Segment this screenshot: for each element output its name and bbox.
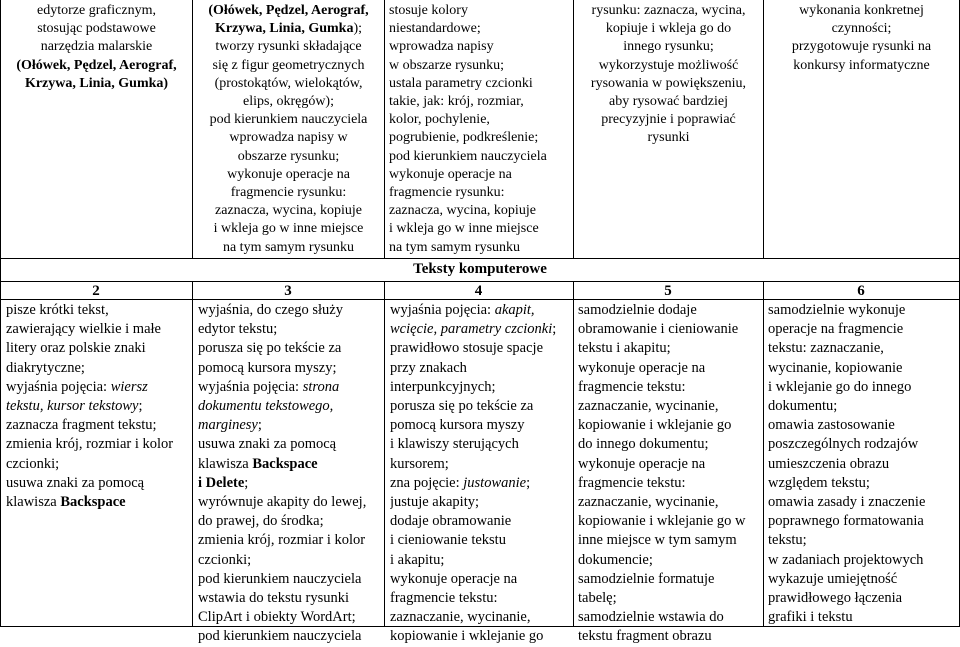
text-line <box>578 359 762 378</box>
grade-6-text-cell <box>768 301 958 627</box>
text-line <box>194 202 383 220</box>
text-line <box>389 2 572 20</box>
text-run: zmienia krój, rozmiar i kolor <box>6 436 174 453</box>
text-run: wstawia do tekstu rysunki <box>198 590 350 607</box>
text-run: stosując podstawowe <box>37 21 156 37</box>
text-line <box>390 301 572 320</box>
text-line <box>194 75 383 93</box>
text-run: poszczególnych rodzajów <box>768 436 919 453</box>
text-run: rysunki <box>647 130 690 146</box>
text-run: dokumencie; <box>578 551 653 568</box>
text-run: tekstu; <box>768 532 807 549</box>
row-divider <box>0 281 960 282</box>
text-run: pomocą kursora myszy; <box>198 359 337 376</box>
text-run: pod kierunkiem nauczyciela <box>209 112 368 128</box>
text-line <box>198 455 383 474</box>
text-line <box>194 184 383 202</box>
text-run: ); <box>353 21 363 37</box>
text-line <box>768 589 958 608</box>
text-run: fragmencie tekstu: <box>390 590 498 607</box>
text-line <box>6 320 191 339</box>
text-line <box>578 493 762 512</box>
text-run: wprowadza napisy w <box>229 130 348 146</box>
italic-text: wiersz <box>110 378 148 395</box>
bold-text: (Ołówek, Pędzel, Aerograf, <box>16 57 177 73</box>
text-line <box>390 627 572 646</box>
text-line <box>198 589 383 608</box>
text-line <box>198 416 383 435</box>
text-line <box>194 239 383 257</box>
text-line <box>765 2 958 20</box>
text-run: kopiowanie i wklejanie go <box>390 628 544 645</box>
text-line <box>194 111 383 129</box>
text-run: ; <box>138 398 143 415</box>
text-line <box>389 93 572 111</box>
text-run: na tym samym rysunku <box>389 239 521 255</box>
text-run: tekstu: zaznaczanie, <box>768 340 884 357</box>
text-run: aby rysować bardziej <box>609 94 728 110</box>
text-run: czcionki; <box>198 551 252 568</box>
column-divider <box>384 0 385 258</box>
text-line <box>198 493 383 512</box>
text-line <box>578 435 762 454</box>
text-line <box>575 111 762 129</box>
grade-2-graphics-cell <box>2 2 191 93</box>
text-run: zaznacza, wycina, kopiuje <box>215 203 362 219</box>
text-line <box>768 608 958 627</box>
text-line <box>198 474 383 493</box>
text-line <box>765 38 958 56</box>
text-run: edytorze graficznym, <box>37 3 156 18</box>
text-line <box>578 339 762 358</box>
text-run: obramowanie i cieniowanie <box>578 321 739 338</box>
text-run: precyzyjnie i poprawiać <box>601 112 736 128</box>
text-line <box>390 435 572 454</box>
text-line <box>389 20 572 38</box>
section-title: Teksty komputerowe <box>413 261 547 277</box>
text-line <box>578 608 762 627</box>
text-run: wykonuje operacje na <box>390 570 518 587</box>
text-run: pod kierunkiem nauczyciela <box>198 570 362 587</box>
text-run: fragmencie rysunku: <box>230 185 347 201</box>
italic-text: dokumentu tekstowego, <box>198 398 334 415</box>
text-run: porusza się po tekście za <box>390 398 534 415</box>
text-line <box>765 20 958 38</box>
grade-5-text-cell <box>578 301 762 647</box>
text-line <box>6 474 191 493</box>
text-line <box>390 493 572 512</box>
text-run: takie, jak: krój, rozmiar, <box>389 94 524 110</box>
text-run: zaznaczanie, wycinanie, <box>578 494 719 511</box>
grade-4-graphics-cell <box>389 2 572 257</box>
text-run: niestandardowe; <box>389 21 481 37</box>
text-line <box>390 551 572 570</box>
text-line <box>389 239 572 257</box>
text-line <box>390 474 572 493</box>
text-line <box>578 570 762 589</box>
text-run: tworzy rysunki składające <box>215 39 362 55</box>
text-run: usuwa znaki za pomocą <box>6 474 145 491</box>
text-line <box>6 455 191 474</box>
text-run: wyrównuje akapity do lewej, <box>198 494 367 511</box>
text-line <box>198 301 383 320</box>
text-line <box>768 359 958 378</box>
text-line <box>578 512 762 531</box>
text-run: wprowadza napisy <box>389 39 494 55</box>
text-line <box>768 378 958 397</box>
text-line <box>6 378 191 397</box>
text-run: tabelę; <box>578 590 617 607</box>
text-line <box>198 320 383 339</box>
text-run: obszarze rysunku; <box>237 148 340 164</box>
text-line <box>390 512 572 531</box>
text-run: operacje na fragmencie <box>768 321 904 338</box>
text-run: porusza się po tekście za <box>198 340 342 357</box>
grade-5-graphics-cell <box>575 2 762 148</box>
text-line <box>575 20 762 38</box>
text-run: zaznacza fragment tekstu; <box>6 417 157 434</box>
italic-text: akapit, <box>494 302 535 318</box>
text-line <box>575 93 762 111</box>
text-run: stosuje kolory <box>389 3 468 18</box>
text-run: umieszczenia obrazu <box>768 455 890 472</box>
text-line <box>390 397 572 416</box>
text-run: wyjaśnia pojęcia: <box>6 378 111 395</box>
text-run: kopiowanie i wklejanie go <box>578 417 732 434</box>
text-run: zna pojęcie: <box>390 474 464 491</box>
column-divider <box>573 0 574 258</box>
text-run: zaznaczanie, wycinanie, <box>390 609 531 626</box>
text-run: pogrubienie, podkreślenie; <box>389 130 539 146</box>
text-line <box>194 38 383 56</box>
text-run: zaznacza, wycina, kopiuje <box>389 203 536 219</box>
text-run: fragmencie tekstu: <box>578 378 686 395</box>
text-run: dodaje obramowanie <box>390 513 512 530</box>
text-line <box>390 416 572 435</box>
text-line <box>389 220 572 238</box>
text-line <box>2 2 191 20</box>
text-run: ClipArt i obiekty WordArt; <box>198 609 356 626</box>
text-line <box>6 359 191 378</box>
text-line <box>578 551 762 570</box>
text-line <box>390 320 572 339</box>
text-run: kursorem; <box>390 455 449 472</box>
text-run: edytor tekstu; <box>198 321 278 338</box>
text-line <box>194 129 383 147</box>
text-run: i wkleja go w inne miejsce <box>389 221 539 237</box>
text-line <box>575 57 762 75</box>
text-run: wykonuje operacje na <box>389 166 512 182</box>
text-run: fragmencie tekstu: <box>578 474 686 491</box>
text-run: rysunku: zaznacza, wycina, <box>591 3 746 18</box>
text-line <box>389 166 572 184</box>
text-run: wykonania konkretnej <box>799 3 924 18</box>
text-line <box>575 75 762 93</box>
italic-text: marginesy <box>198 417 258 434</box>
text-line <box>194 2 383 20</box>
text-line <box>198 627 383 646</box>
text-run: wycinanie, kopiowanie <box>768 359 903 376</box>
text-run: ; <box>552 321 557 338</box>
text-run: wykorzystuje możliwość <box>598 57 739 73</box>
grade-4-text-cell <box>390 301 572 647</box>
text-line <box>2 38 191 56</box>
text-run: wykonuje operacje na <box>227 166 350 182</box>
text-line <box>768 455 958 474</box>
text-run: pomocą kursora myszy <box>390 417 525 434</box>
text-line <box>198 551 383 570</box>
text-run: ; <box>526 474 531 491</box>
text-line <box>578 455 762 474</box>
text-run: rysowania w powiększeniu, <box>590 75 747 91</box>
text-run: się z figur geometrycznych <box>212 57 365 73</box>
text-line <box>768 474 958 493</box>
text-run: i akapitu; <box>390 551 445 568</box>
text-line <box>390 570 572 589</box>
column-number: 4 <box>474 283 483 299</box>
text-line <box>390 531 572 550</box>
text-line <box>768 493 958 512</box>
text-line <box>389 57 572 75</box>
text-line <box>198 359 383 378</box>
grade-6-graphics-cell <box>765 2 958 75</box>
text-line <box>389 148 572 166</box>
text-run: interpunkcyjnych; <box>390 378 496 395</box>
grade-2-text-cell <box>6 301 191 512</box>
text-run: kopiowanie i wklejanie go w <box>578 513 746 530</box>
text-run: czcionki; <box>6 455 60 472</box>
text-line <box>2 57 191 75</box>
text-line <box>389 75 572 93</box>
text-line <box>389 202 572 220</box>
text-run: klawisza <box>198 455 253 472</box>
text-run: i cieniowanie tekstu <box>390 532 506 549</box>
text-run: fragmencie rysunku: <box>389 185 505 201</box>
text-run: samodzielnie formatuje <box>578 570 715 587</box>
text-line <box>768 435 958 454</box>
text-run: kopiuje i wkleja go do <box>605 21 732 37</box>
text-line <box>578 531 762 550</box>
bold-text: Krzywa, Linia, Gumka) <box>24 75 169 91</box>
column-number: 3 <box>284 283 292 299</box>
text-line <box>198 512 383 531</box>
table-border-left <box>0 0 1 627</box>
text-run: elips, okręgów); <box>243 94 334 110</box>
column-divider <box>384 281 385 627</box>
text-run: przygotowuje rysunki na <box>791 39 932 55</box>
column-divider <box>763 281 764 627</box>
text-line <box>578 589 762 608</box>
text-run: ustala parametry czcionki <box>389 75 533 91</box>
text-line <box>6 397 191 416</box>
text-line <box>390 455 572 474</box>
text-run: w zadaniach projektowych <box>768 551 924 568</box>
text-line <box>6 339 191 358</box>
text-run: prawidłowo stosuje spacje <box>390 340 544 357</box>
text-line <box>768 339 958 358</box>
text-run: do innego dokumentu; <box>578 436 709 453</box>
text-run: na tym samym rysunku <box>222 239 355 255</box>
text-run: w obszarze rysunku; <box>389 57 505 73</box>
text-line <box>578 301 762 320</box>
text-run: prawidłowego łączenia <box>768 590 903 607</box>
text-run: i wkleja go w inne miejsce <box>213 221 364 237</box>
column-number: 2 <box>92 283 100 299</box>
text-run: i klawiszy sterujących <box>390 436 519 453</box>
bold-text: i Delete <box>198 474 245 491</box>
text-line <box>198 570 383 589</box>
text-run: omawia zasady i znaczenie <box>768 494 926 511</box>
text-line <box>768 397 958 416</box>
text-line <box>768 301 958 320</box>
text-line <box>6 416 191 435</box>
text-line <box>194 220 383 238</box>
text-run: poprawnego formatowania <box>768 513 924 530</box>
text-run: inne miejsce w tym samym <box>578 532 737 549</box>
text-line <box>194 20 383 38</box>
text-run: litery oraz polskie znaki <box>6 340 146 357</box>
text-run: tekstu fragment obrazu <box>578 628 712 645</box>
text-run: pisze krótki tekst, <box>6 302 109 318</box>
text-line <box>198 397 383 416</box>
text-run: pod kierunkiem nauczyciela <box>198 628 362 645</box>
text-line <box>768 320 958 339</box>
text-run: czynności; <box>831 21 892 37</box>
text-run: omawia zastosowanie <box>768 417 895 434</box>
text-line <box>389 111 572 129</box>
text-line <box>390 589 572 608</box>
text-line <box>768 416 958 435</box>
text-run: samodzielnie wykonuje <box>768 302 906 318</box>
text-run: wyjaśnia, do czego służy <box>198 302 343 318</box>
text-line <box>768 570 958 589</box>
text-run: przy znakach <box>390 359 467 376</box>
text-run: narzędzia malarskie <box>40 39 153 55</box>
text-line <box>578 474 762 493</box>
text-line <box>194 57 383 75</box>
italic-text: strona <box>302 378 340 395</box>
text-run: samodzielnie wstawia do <box>578 609 724 626</box>
text-line <box>389 184 572 202</box>
text-line <box>768 551 958 570</box>
text-line <box>390 378 572 397</box>
text-line <box>389 38 572 56</box>
text-line <box>194 166 383 184</box>
italic-text: justowanie <box>463 474 527 491</box>
text-line <box>765 57 958 75</box>
text-line <box>6 301 191 320</box>
text-run: wykazuje umiejętność <box>768 570 898 587</box>
text-line <box>389 129 572 147</box>
text-line <box>578 320 762 339</box>
text-line <box>768 531 958 550</box>
text-run: dokumentu; <box>768 398 838 415</box>
grade-3-graphics-cell <box>194 2 383 257</box>
text-line <box>578 378 762 397</box>
text-line <box>194 148 383 166</box>
text-run: ; <box>257 417 262 434</box>
text-run: i wklejanie go do innego <box>768 378 912 395</box>
text-line <box>390 339 572 358</box>
text-line <box>390 608 572 627</box>
bold-text: Krzywa, Linia, Gumka <box>214 21 354 37</box>
text-run: grafiki i tekstu <box>768 609 853 626</box>
text-line <box>575 2 762 20</box>
text-run: pod kierunkiem nauczyciela <box>389 148 547 164</box>
bold-text: (Ołówek, Pędzel, Aerograf, <box>208 3 369 18</box>
text-run: kolor, pochylenie, <box>389 112 490 128</box>
column-divider <box>763 0 764 258</box>
text-line <box>198 378 383 397</box>
text-run: wyjaśnia pojęcia: <box>390 302 495 318</box>
text-run: (prostokątów, wielokątów, <box>214 75 363 91</box>
text-line <box>578 397 762 416</box>
text-run: ; <box>244 474 249 491</box>
text-run: zaznaczanie, wycinanie, <box>578 398 719 415</box>
text-run: zawierający wielkie i małe <box>6 321 161 338</box>
column-divider <box>573 281 574 627</box>
text-run: klawisza <box>6 494 61 511</box>
text-run: wykonuje operacje na <box>578 359 706 376</box>
text-line <box>198 608 383 627</box>
text-run: justuje akapity; <box>390 494 479 511</box>
text-line <box>6 493 191 512</box>
text-run: samodzielnie dodaje <box>578 302 697 318</box>
bold-text: Backspace <box>60 494 126 511</box>
text-run: względem tekstu; <box>768 474 870 491</box>
text-run: innego rysunku; <box>623 39 714 55</box>
text-line <box>578 627 762 646</box>
italic-text: tekstu, kursor tekstowy <box>6 398 139 415</box>
text-run: wykonuje operacje na <box>578 455 706 472</box>
italic-text: wcięcie, parametry czcionki <box>390 321 553 338</box>
column-number: 5 <box>664 283 672 299</box>
text-run: konkursy informatyczne <box>793 57 930 73</box>
text-line <box>2 75 191 93</box>
bold-text: Backspace <box>252 455 318 472</box>
text-line <box>575 38 762 56</box>
text-line <box>578 416 762 435</box>
column-divider <box>192 0 193 258</box>
text-run: do prawej, do środka; <box>198 513 324 530</box>
text-run: wyjaśnia pojęcia: <box>198 378 303 395</box>
text-run: usuwa znaki za pomocą <box>198 436 337 453</box>
text-line <box>194 93 383 111</box>
text-line <box>575 129 762 147</box>
text-line <box>198 339 383 358</box>
text-line <box>390 359 572 378</box>
text-line <box>768 512 958 531</box>
text-run: tekstu i akapitu; <box>578 340 671 357</box>
grade-3-text-cell <box>198 301 383 647</box>
column-number: 6 <box>857 283 865 299</box>
text-line <box>198 531 383 550</box>
text-line <box>2 20 191 38</box>
text-line <box>6 435 191 454</box>
column-divider <box>192 281 193 627</box>
text-run: diakrytyczne; <box>6 359 85 376</box>
text-run: zmienia krój, rozmiar i kolor <box>198 532 366 549</box>
text-line <box>198 435 383 454</box>
